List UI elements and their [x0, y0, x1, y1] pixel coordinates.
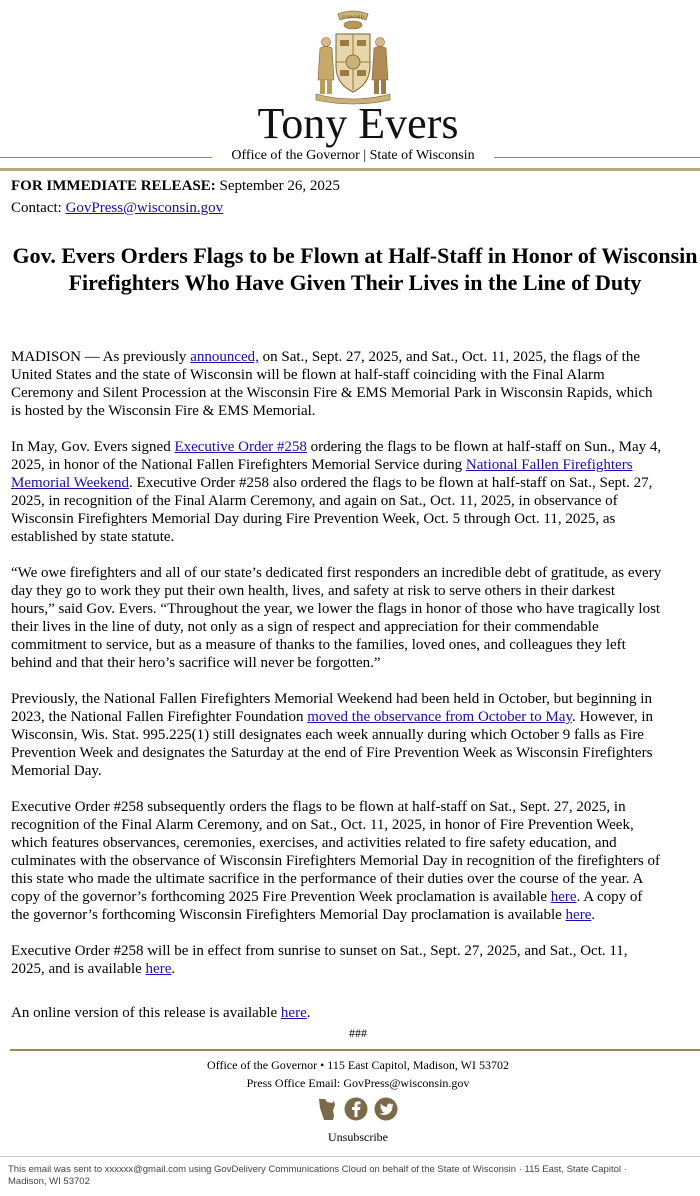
- office-name: Office of the Governor: [231, 148, 360, 163]
- social-links: [316, 1096, 400, 1122]
- delivery-disclaimer: This email was sent to xxxxxx@gmail.com using GovDelivery Communications Cloud on behalf of the State of Wisconsin · 115 East, State Capitol · Madison, WI 53702: [8, 1164, 627, 1187]
- header-rule-left: [0, 157, 212, 158]
- wisconsin-state-icon[interactable]: [319, 1099, 335, 1120]
- release-line: [11, 175, 691, 197]
- online-version-line: An online version of this release is available here.: [11, 1005, 311, 1021]
- memorial-weekend-link[interactable]: National Fallen Firefighters: [465, 457, 633, 473]
- header-divider: [0, 168, 700, 171]
- footer-email: Press Office Email: GovPress@wisconsin.gov: [246, 1076, 470, 1090]
- paragraph-5: Executive Order #258 subsequently orders the flags to be flown at half-staff on Sat., Sept. 27, 2025, in recognition of the Final Alarm Ceremony, and on Sat., Oct. 11, 2025, in honor of Fire Prevention Week, which features observances, ceremonies, exercises, and activities related to fire safety education, and culminates with the observance of Wisconsin Firefighters Memorial Day in recognition of the firefighters of this state who made the ultimate sacrifice in the performance of their duties over the course of the year. A copy of the governor’s forthcoming 2025 Fire Prevention Week proclamation is available here. A copy of the governor’s forthcoming Wisconsin Firefighters Memorial Day proclamation is available here.: [11, 799, 660, 923]
- header: [0, 0, 700, 170]
- release-label: FOR IMMEDIATE RELEASE:: [11, 178, 216, 194]
- article-body: [11, 348, 700, 996]
- paragraph-2: In May, Gov. Evers signed Executive Order #258 ordering the flags to be flown at half-staff on Sun., May 4, 2025, in honor of the National Fallen Firefighters Memorial Service during National Fallen Firefighters Memorial Weekend. Executive Order #258 also ordered the flags to be flown at half-staff on Sat., Sept. 27, 2025, in recognition of the Final Alarm Ceremony, and again on Sat., Oct. 11, 2025, in observance of Wisconsin Firefighters Memorial Day during Fire Prevention Week, Oct. 5 through Oct. 11, 2025, as established by state statute.: [11, 439, 662, 545]
- memorial-weekend-link-cont[interactable]: Memorial Weekend: [11, 475, 130, 491]
- footer-divider: [10, 1049, 700, 1051]
- headline: Gov. Evers Orders Flags to be Flown at Half-Staff in Honor of Wisconsin Firefighters Who Have Given Their Lives in the Line of Duty: [12, 243, 698, 295]
- wisconsin-seal-icon: [312, 8, 394, 108]
- paragraph-3-quote: “We owe firefighters and all of our state’s dedicated first responders an incredible debt of gratitude, as every day they go to work they put their own health, lives, and safety at risk to serve others in their darkest hours,” said Gov. Evers. “Throughout the year, we lower the flags in honor of those who have tragically lost their lives in the line of duty, not only as a sign of respect and appreciation for their commendable commitment to service, but as a measure of thanks to the families, loved ones, and colleagues they left behind and that their hero’s sacrifice will never be forgotten.”: [11, 565, 662, 671]
- office-line: [212, 147, 494, 165]
- contact-label: Contact:: [11, 200, 62, 216]
- release-date: September 26, 2025: [219, 178, 340, 194]
- paragraph-4: Previously, the National Fallen Firefighters Memorial Weekend had been held in October, but beginning in 2023, the National Fallen Firefighter Foundation moved the observance from October to May. However, in Wisconsin, Wis. Stat. 995.225(1) still designates each week annually during which October 9 falls as Fire Prevention Week and designates the Saturday at the end of Fire Prevention Week as Wisconsin Firefighters Memorial Day.: [11, 691, 654, 779]
- online-version-link[interactable]: here: [280, 1005, 307, 1021]
- executive-order-link[interactable]: Executive Order #258: [174, 439, 307, 455]
- moved-observance-link[interactable]: moved the observance from October to May: [307, 709, 572, 725]
- fire-prevention-proclamation-link[interactable]: here: [550, 889, 577, 905]
- paragraph-6: Executive Order #258 will be in effect from sunrise to sunset on Sat., Sept. 27, 2025, and Sat., Oct. 11, 2025, and is available here.: [11, 943, 628, 977]
- end-mark: ###: [349, 1026, 367, 1040]
- contact-line: [11, 197, 691, 219]
- memorial-day-proclamation-link[interactable]: here: [565, 907, 592, 923]
- unsubscribe-line: [0, 1129, 700, 1145]
- contact-email-link[interactable]: GovPress@wisconsin.gov: [65, 200, 224, 216]
- unsubscribe-link[interactable]: Unsubscribe: [328, 1130, 388, 1144]
- disclaimer-divider: [0, 1156, 700, 1157]
- footer-address: Office of the Governor • 115 East Capitol, Madison, WI 53702: [207, 1058, 509, 1072]
- announced-link[interactable]: announced,: [190, 349, 259, 365]
- svg-text:FORWARD: FORWARD: [342, 14, 364, 20]
- header-rule-right: [494, 157, 700, 158]
- office-separator: |: [363, 148, 367, 163]
- release-info: [11, 175, 691, 219]
- twitter-icon[interactable]: [375, 1098, 398, 1121]
- paragraph-1: MADISON — As previously announced, on Sat., Sept. 27, 2025, and Sat., Oct. 11, 2025, the flags of the United States and the state of Wisconsin will be flown at half-staff coinciding with the Final Alarm Ceremony and Silent Procession at the Wisconsin Fire & EMS Memorial Park in Wisconsin Rapids, which is hosted by the Wisconsin Fire & EMS Memorial.: [11, 349, 653, 419]
- facebook-icon[interactable]: [345, 1098, 368, 1121]
- state-name: State of Wisconsin: [369, 148, 475, 163]
- governor-name: Tony Evers: [257, 99, 459, 148]
- executive-order-here-link[interactable]: here: [145, 961, 172, 977]
